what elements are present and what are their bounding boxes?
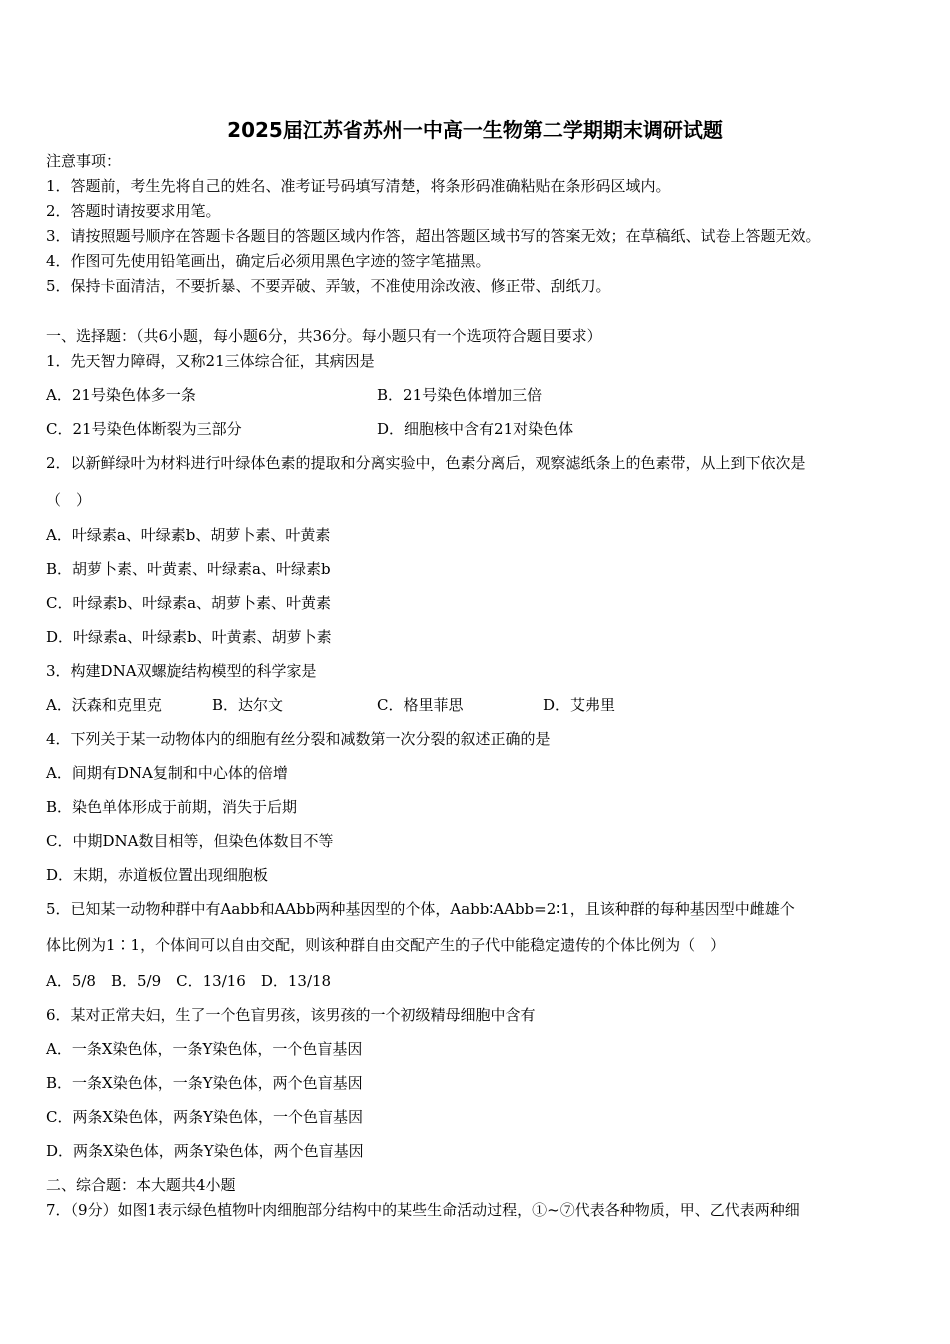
option: B．一条X染色体，一条Y染色体，两个色盲基因 bbox=[46, 1074, 363, 1092]
option: B．21号染色体增加三倍 bbox=[377, 386, 543, 404]
section-heading: 二、综合题：本大题共4小题 bbox=[46, 1176, 236, 1194]
notice-item: 1．答题前，考生先将自己的姓名、准考证号码填写清楚，将条形码准确粘贴在条形码区域内。 bbox=[46, 177, 671, 195]
question-stem: 4．下列关于某一动物体内的细胞有丝分裂和减数第一次分裂的叙述正确的是 bbox=[46, 730, 551, 748]
option: D．艾弗里 bbox=[543, 696, 616, 714]
section-heading: 一、选择题：（共6小题，每小题6分，共36分。每小题只有一个选项符合题目要求） bbox=[46, 327, 602, 345]
question-stem: 3．构建DNA双螺旋结构模型的科学家是 bbox=[46, 662, 317, 680]
option: A．一条X染色体，一条Y染色体，一个色盲基因 bbox=[46, 1040, 363, 1058]
option: D．细胞核中含有21对染色体 bbox=[377, 420, 574, 438]
option: A．间期有DNA复制和中心体的倍增 bbox=[46, 764, 288, 782]
option: C．两条X染色体，两条Y染色体，一个色盲基因 bbox=[46, 1108, 364, 1126]
option: C．叶绿素b、叶绿素a、胡萝卜素、叶黄素 bbox=[46, 594, 332, 612]
question-stem: 6．某对正常夫妇，生了一个色盲男孩，该男孩的一个初级精母细胞中含有 bbox=[46, 1006, 536, 1024]
option: D．两条X染色体，两条Y染色体，两个色盲基因 bbox=[46, 1142, 364, 1160]
notice-item: 2．答题时请按要求用笔。 bbox=[46, 202, 221, 220]
option: B．达尔文 bbox=[212, 696, 284, 714]
question-stem: 2．以新鲜绿叶为材料进行叶绿体色素的提取和分离实验中，色素分离后，观察滤纸条上的色素带，从上到下依次是 bbox=[46, 454, 806, 472]
option: D．叶绿素a、叶绿素b、叶黄素、胡萝卜素 bbox=[46, 628, 332, 646]
option: A．叶绿素a、叶绿素b、胡萝卜素、叶黄素 bbox=[46, 526, 331, 544]
notice-item: 4．作图可先使用铅笔画出，确定后必须用黑色字迹的签字笔描黑。 bbox=[46, 252, 491, 270]
option: C．中期DNA数目相等，但染色体数目不等 bbox=[46, 832, 334, 850]
options-line: A．5/8 B．5/9 C．13/16 D．13/18 bbox=[46, 972, 332, 990]
question-stem-cont: （ ） bbox=[46, 491, 92, 509]
option: B．胡萝卜素、叶黄素、叶绿素a、叶绿素b bbox=[46, 560, 331, 578]
option: C．21号染色体断裂为三部分 bbox=[46, 420, 242, 438]
option: A．沃森和克里克 bbox=[46, 696, 162, 714]
page-title: 2025届江苏省苏州一中高一生物第二学期期末调研试题 bbox=[227, 118, 723, 142]
option: B．染色单体形成于前期，消失于后期 bbox=[46, 798, 298, 816]
question-stem: 7．（9分）如图1表示绿色植物叶肉细胞部分结构中的某些生命活动过程，①~⑦代表各种物质，甲、乙代表两种细 bbox=[46, 1201, 800, 1219]
notice-item: 3．请按照题号顺序在答题卡各题目的答题区域内作答，超出答题区域书写的答案无效；在草稿纸、试卷上答题无效。 bbox=[46, 227, 821, 245]
question-stem: 5．已知某一动物种群中有Aabb和AAbb两种基因型的个体，Aabb∶AAbb=2∶1，且该种群的每种基因型中雌雄个 bbox=[46, 900, 795, 918]
option: A．21号染色体多一条 bbox=[46, 386, 196, 404]
notice-heading: 注意事项： bbox=[46, 152, 122, 170]
notice-item: 5．保持卡面清洁，不要折暴、不要弄破、弄皱，不准使用涂改液、修正带、刮纸刀。 bbox=[46, 277, 611, 295]
question-stem: 1．先天智力障碍，又称21三体综合征，其病因是 bbox=[46, 352, 375, 370]
option: C．格里菲思 bbox=[377, 696, 464, 714]
option: D．末期，赤道板位置出现细胞板 bbox=[46, 866, 269, 884]
question-stem-cont: 体比例为1∶1，个体间可以自由交配，则该种群自由交配产生的子代中能稳定遗传的个体比例为（ ） bbox=[46, 936, 726, 954]
